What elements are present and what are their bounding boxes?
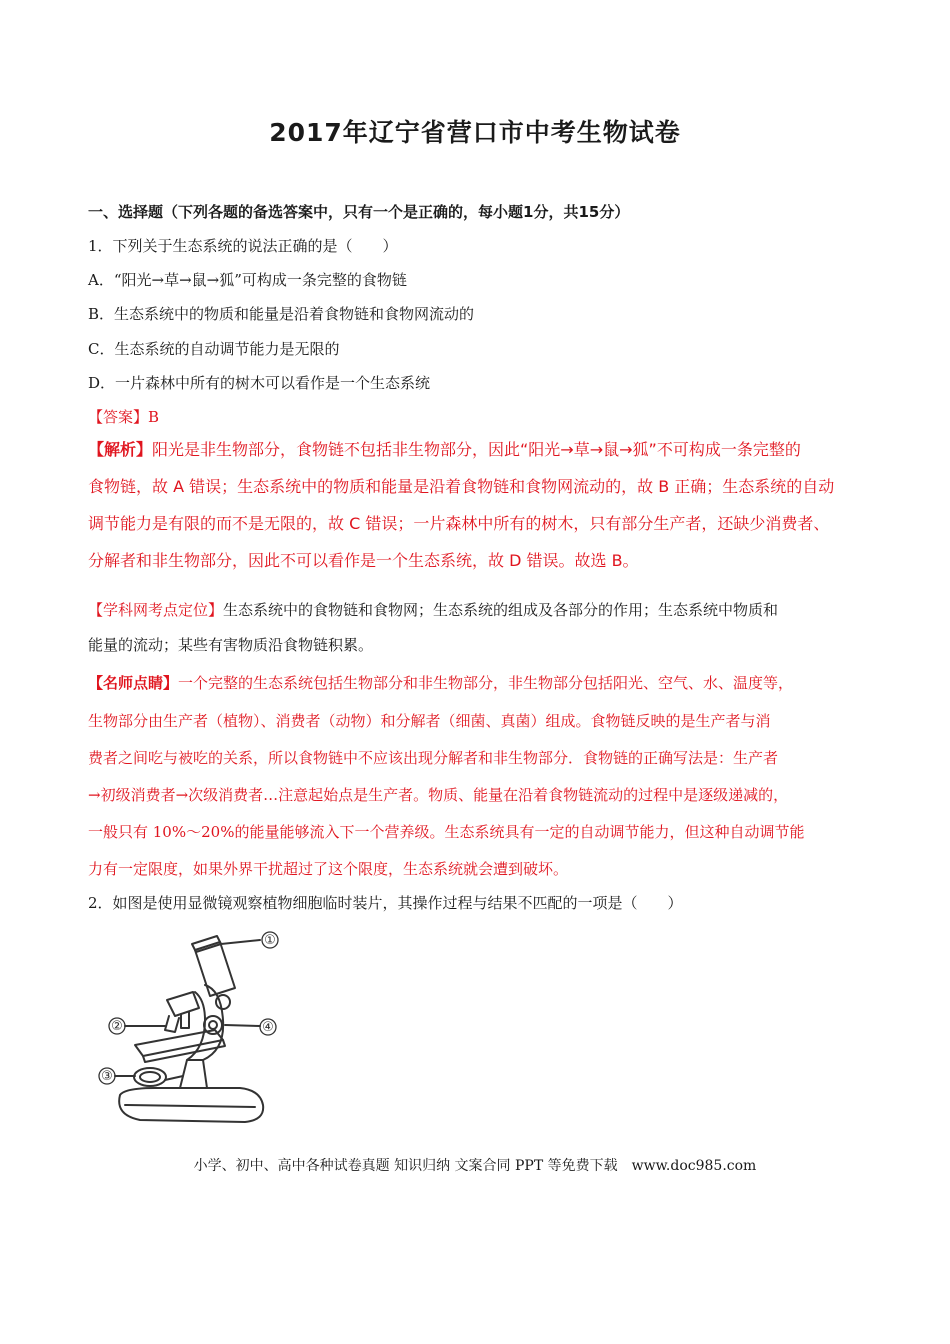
question-1-option-d: D．一片森林中所有的树木可以看作是一个生态系统 — [88, 374, 431, 392]
section-heading: 一、选择题（下列各题的备选答案中，只有一个是正确的，每小题1分，共15分） — [88, 203, 630, 221]
question-1-option-c: C．生态系统的自动调节能力是无限的 — [88, 340, 340, 358]
analysis-label: 【解析】 — [88, 440, 153, 459]
figure-label-2: ② — [111, 1019, 123, 1034]
knowledge-point-label: 【学科网考点定位】 — [88, 601, 224, 619]
tip-label: 【名师点睛】 — [88, 674, 179, 692]
figure-label-1: ① — [264, 933, 276, 948]
tip-line-2: 生物部分由生产者（植物）、消费者（动物）和分解者（细菌、真菌）组成。食物链反映的是生产者与消 — [88, 712, 771, 730]
knowledge-point-line-2: 能量的流动；某些有害物质沿食物链积累。 — [88, 636, 374, 654]
tip-line-3: 费者之间吃与被吃的关系，所以食物链中不应该出现分解者和非生物部分．食物链的正确写法是：生产者 — [88, 749, 779, 767]
question-1-option-a: A．“阳光→草→鼠→狐”可构成一条完整的食物链 — [88, 271, 407, 289]
figure-label-3: ③ — [101, 1069, 113, 1084]
knowledge-point-line-1: 【学科网考点定位】生态系统中的食物链和食物网；生态系统的组成及各部分的作用；生态系统中物质和 — [88, 601, 779, 619]
microscope-figure — [95, 930, 310, 1145]
tip-line-1: 【名师点睛】一个完整的生态系统包括生物部分和非生物部分，非生物部分包括阳光、空气、水、温度等， — [88, 674, 794, 692]
analysis-line-1: 【解析】阳光是非生物部分，食物链不包括非生物部分，因此“阳光→草→鼠→狐”不可构成一条完整的 — [88, 440, 801, 459]
page-footer: 小学、初中、高中各种试卷真题 知识归纳 文案合同 PPT 等免费下载 www.doc985.com — [193, 1158, 757, 1174]
question-2-stem: 2．如图是使用显微镜观察植物细胞临时装片，其操作过程与结果不匹配的一项是（ ） — [88, 894, 683, 912]
question-1-option-b: B．生态系统中的物质和能量是沿着食物链和食物网流动的 — [88, 305, 475, 323]
tip-line-4: →初级消费者→次级消费者…注意起始点是生产者。物质、能量在沿着食物链流动的过程中是逐级递减的， — [88, 786, 789, 804]
question-1-stem: 1．下列关于生态系统的说法正确的是（ ） — [88, 237, 398, 255]
analysis-line-2: 食物链，故 A 错误；生态系统中的物质和能量是沿着食物链和食物网流动的，故 B 正确；生态系统的自动 — [88, 477, 835, 496]
analysis-line-4: 分解者和非生物部分，因此不可以看作是一个生态系统，故 D 错误。故选 B。 — [88, 551, 639, 570]
tip-line-5: 一般只有 10%～20%的能量能够流入下一个营养级。生态系统具有一定的自动调节能力，但这种自动调节能 — [88, 823, 805, 841]
tip-line-6: 力有一定限度，如果外界干扰超过了这个限度，生态系统就会遭到破坏。 — [88, 860, 569, 878]
page-title: 2017年辽宁省营口市中考生物试卷 — [269, 118, 681, 147]
analysis-line-3: 调节能力是有限的而不是无限的，故 C 错误；一片森林中所有的树木，只有部分生产者，还缺少消费者、 — [88, 514, 830, 533]
question-1-answer: 【答案】B — [88, 408, 160, 426]
figure-label-4: ④ — [262, 1020, 274, 1035]
